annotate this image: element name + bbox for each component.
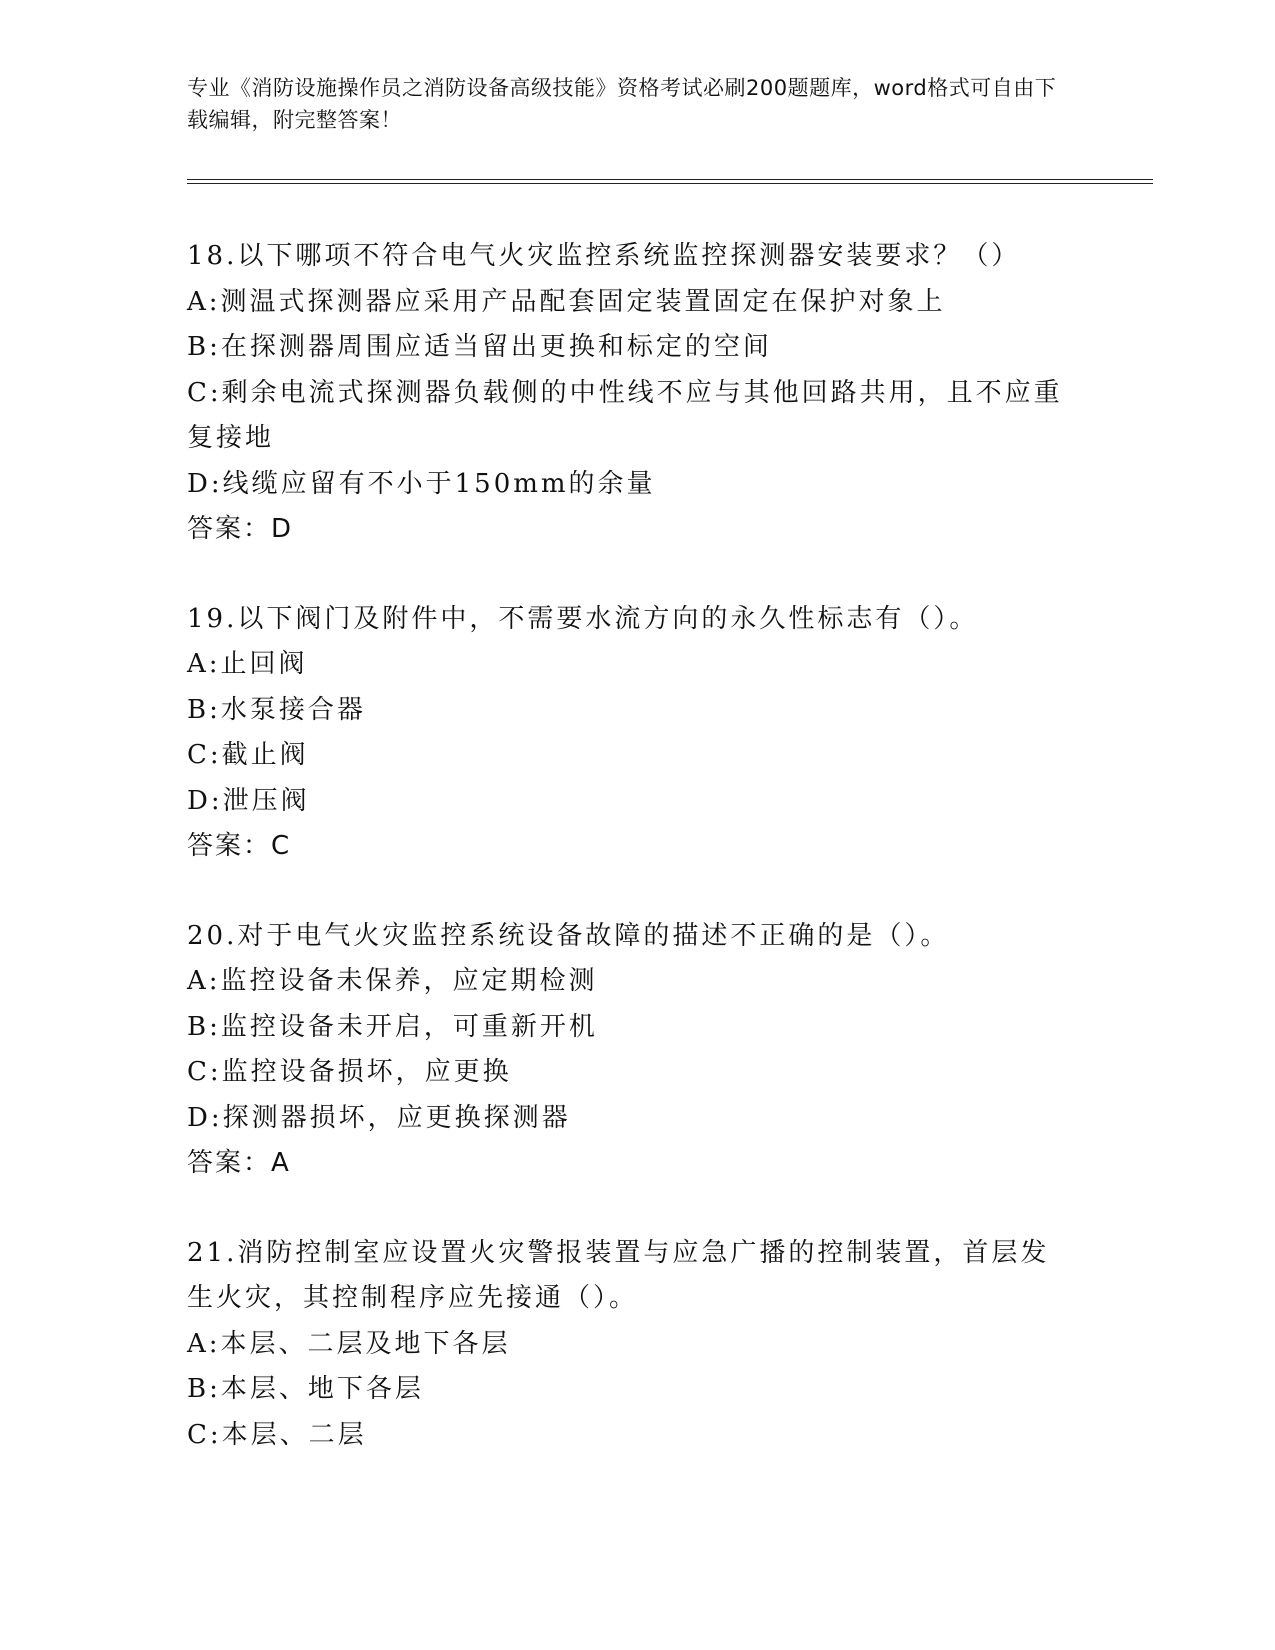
option-c: C:本层、二层 <box>187 1419 367 1450</box>
header-divider-bottom <box>187 183 1153 184</box>
option-a: A:止回阀 <box>187 649 308 679</box>
option-a: A:本层、二层及地下各层 <box>187 1328 511 1359</box>
answer: 答案：D <box>187 514 294 544</box>
answer: 答案：C <box>187 831 292 861</box>
question-18 <box>187 234 1067 553</box>
answer: 答案：A <box>187 1148 291 1178</box>
question-stem: 18.以下哪项不符合电气火灾监控系统监控探测器安装要求？（） <box>187 241 1021 271</box>
question-stem: 21.消防控制室应设置火灾警报装置与应急广播的控制装置，首层发生火灾，其控制程序应先接通（）。 <box>187 1237 1050 1313</box>
option-d: D:泄压阀 <box>187 785 310 816</box>
option-a: A:测温式探测器应采用产品配套固定装置固定在保护对象上 <box>187 286 946 317</box>
question-21 <box>187 1231 1067 1459</box>
question-19 <box>187 597 1067 870</box>
question-list <box>187 234 1067 1502</box>
option-b: B:本层、地下各层 <box>187 1374 424 1404</box>
option-c: C:监控设备损坏，应更换 <box>187 1057 512 1087</box>
option-a: A:监控设备未保养，应定期检测 <box>187 966 598 996</box>
question-20 <box>187 914 1067 1187</box>
option-d: D:探测器损坏，应更换探测器 <box>187 1102 571 1133</box>
option-c: C:剩余电流式探测器负载侧的中性线不应与其他回路共用，且不应重复接地 <box>187 377 1063 453</box>
question-stem: 20.对于电气火灾监控系统设备故障的描述不正确的是（）。 <box>187 920 950 951</box>
question-stem: 19.以下阀门及附件中，不需要水流方向的永久性标志有（）。 <box>187 603 979 634</box>
option-b: B:监控设备未开启，可重新开机 <box>187 1011 598 1042</box>
option-d: D:线缆应留有不小于150mm的余量 <box>187 468 656 499</box>
document-header: 专业《消防设施操作员之消防设备高级技能》资格考试必刷200题题库，word格式可自由下载编辑，附完整答案！ <box>187 76 1057 132</box>
header-divider-top <box>187 179 1153 180</box>
option-b: B:在探测器周围应适当留出更换和标定的空间 <box>187 332 772 362</box>
option-c: C:截止阀 <box>187 740 309 770</box>
option-b: B:水泵接合器 <box>187 694 366 725</box>
